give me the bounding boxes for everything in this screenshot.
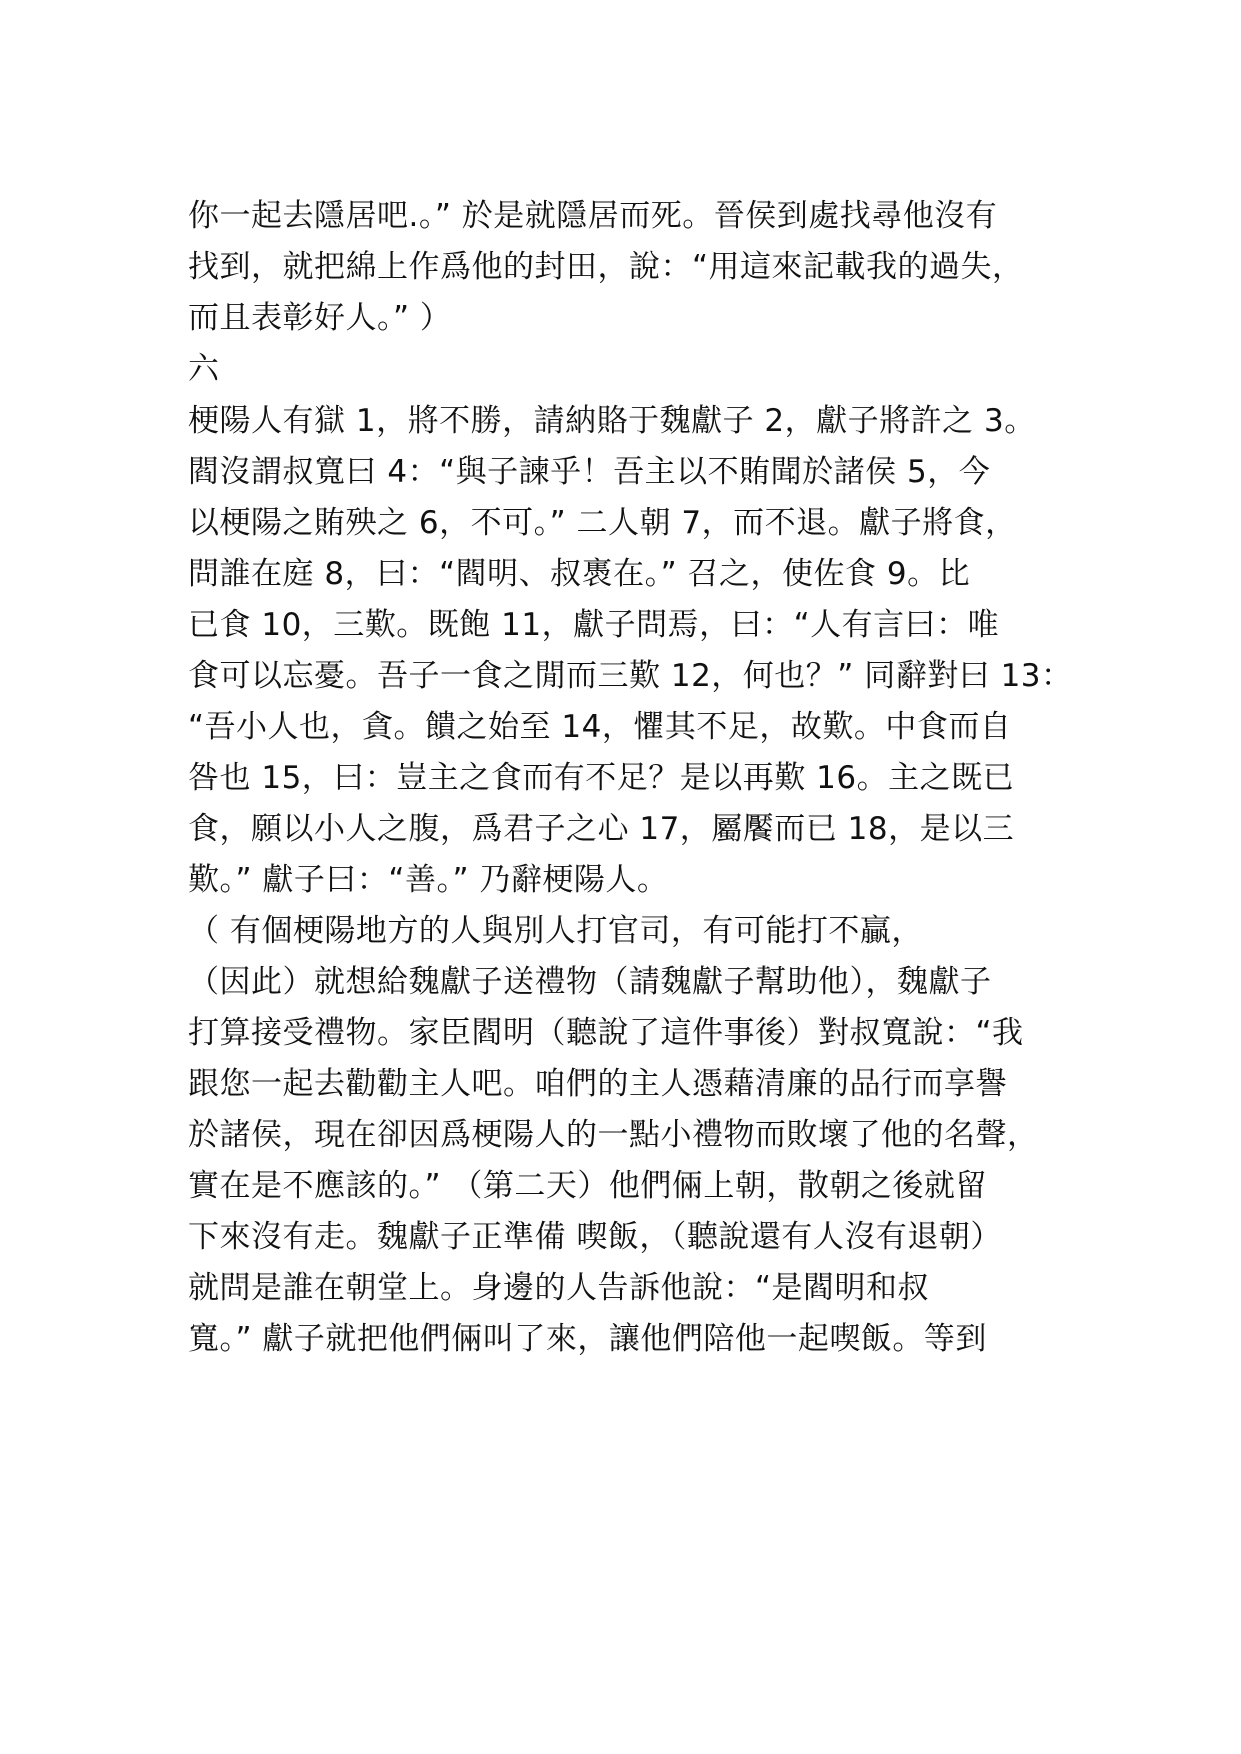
text-line: 食可以忘憂。吾子一食之閒而三歎 12，何也？” 同辭對曰 13： — [188, 658, 1073, 694]
text-line: 你一起去隱居吧.。” 於是就隱居而死。晉侯到處找尋他沒有 — [188, 198, 998, 234]
section-number: 六 — [188, 351, 220, 387]
text-line: 閻沒謂叔寬曰 4：“與子諫乎！吾主以不賄聞於諸侯 5，今 — [188, 454, 991, 490]
translation-line: 於諸侯，現在卻因爲梗陽人的一點小禮物而敗壞了他的名聲， — [188, 1117, 1039, 1153]
text-line: 找到，就把綿上作爲他的封田，說：“用這來記載我的過失， — [188, 249, 1024, 285]
translation-line: （ 有個梗陽地方的人與別人打官司，有可能打不贏， — [188, 913, 923, 949]
translation-line: （因此）就想給魏獻子送禮物（請魏獻子幫助他），魏獻子 — [188, 964, 992, 1000]
translation-line: 打算接受禮物。家臣閻明（聽說了這件事後）對叔寬說：“我 — [188, 1015, 1024, 1051]
text-line: 已食 10，三歎。既飽 11，獻子問焉，曰：“人有言曰：唯 — [188, 607, 1000, 643]
text-line: 梗陽人有獄 1，將不勝，請納賂于魏獻子 2，獻子將許之 3。 — [188, 403, 1036, 439]
text-line: 問誰在庭 8，曰：“閻明、叔褭在。” 召之，使佐食 9。比 — [188, 556, 971, 592]
text-line: 而且表彰好人。” ） — [188, 300, 452, 336]
translation-line: 就問是誰在朝堂上。身邊的人告訴他說：“是閻明和叔 — [188, 1270, 930, 1306]
text-line: 咎也 15，曰：豈主之食而有不足？是以再歎 16。主之既已 — [188, 760, 1015, 796]
translation-line: 實在是不應該的。” （第二天）他們倆上朝，散朝之後就留 — [188, 1168, 987, 1204]
text-line: 歎。” 獻子曰：“善。” 乃辭梗陽人。 — [188, 862, 669, 898]
text-line: 食，願以小人之腹，爲君子之心 17，屬饜而已 18，是以三 — [188, 811, 1015, 847]
translation-line: 寬。” 獻子就把他們倆叫了來，讓他們陪他一起喫飯。等到 — [188, 1321, 987, 1357]
text-line: 以梗陽之賄殃之 6，不可。” 二人朝 7，而不退。獻子將食， — [188, 505, 1017, 541]
text-line: “吾小人也，貪。饋之始至 14，懼其不足，故歎。中食而自 — [188, 709, 1012, 745]
translation-line: 跟您一起去勸勸主人吧。咱們的主人憑藉清廉的品行而享譽 — [188, 1066, 1007, 1102]
translation-line: 下來沒有走。魏獻子正準備 喫飯，（聽說還有人沒有退朝） — [188, 1219, 1002, 1255]
